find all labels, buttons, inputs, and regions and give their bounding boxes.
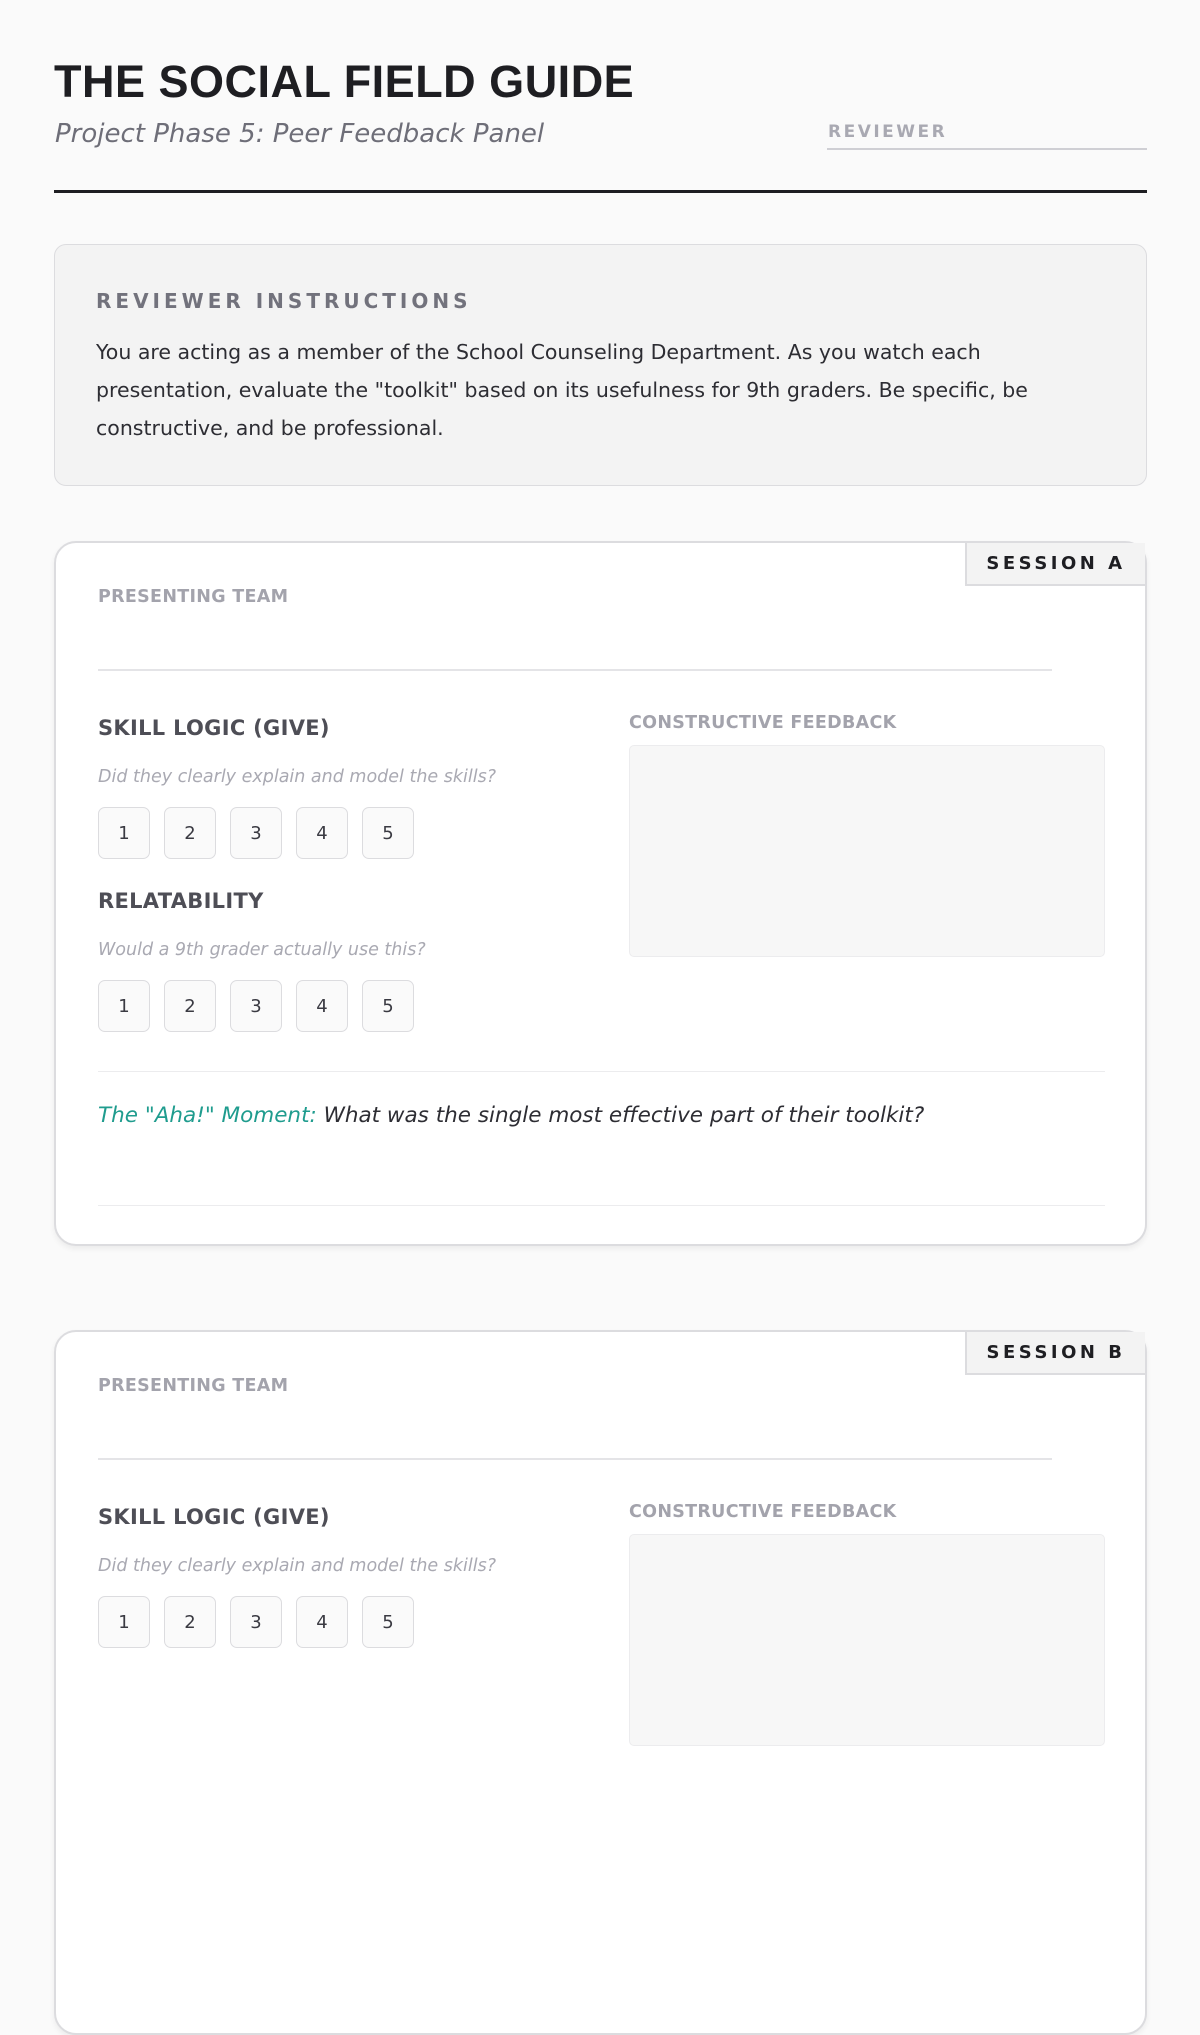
page-subtitle: Project Phase 5: Peer Feedback Panel	[55, 119, 545, 149]
constructive-feedback-textarea[interactable]	[629, 1534, 1105, 1746]
instructions-heading: REVIEWER INSTRUCTIONS	[96, 289, 472, 313]
relatability-title: RELATABILITY	[98, 889, 264, 913]
presenting-team-label: PRESENTING TEAM	[98, 587, 289, 607]
presenting-team-label: PRESENTING TEAM	[98, 1376, 289, 1396]
reviewer-name-field[interactable]	[827, 120, 1147, 150]
skill-logic-question: Did they clearly explain and model the skills?	[98, 1556, 496, 1576]
skill-logic-title: SKILL LOGIC (GIVE)	[98, 716, 330, 740]
constructive-feedback-textarea[interactable]	[629, 745, 1105, 957]
relatability-rating-1[interactable]: 1	[98, 980, 150, 1032]
reviewer-instructions-panel	[54, 244, 1147, 486]
skill-logic-question: Did they clearly explain and model the skills?	[98, 767, 496, 787]
skill-logic-rating-4[interactable]: 4	[296, 1596, 348, 1648]
constructive-feedback-label: CONSTRUCTIVE FEEDBACK	[629, 713, 897, 733]
aha-moment-label: The "Aha!" Moment:	[98, 1103, 317, 1128]
skill-logic-rating	[98, 807, 414, 859]
presenting-team-input[interactable]	[98, 1458, 1052, 1460]
skill-logic-rating	[98, 1596, 414, 1648]
instructions-body: You are acting as a member of the School Counseling Department. As you watch each presentation, evaluate the "toolkit" based on its usefulness for 9th graders. Be specific, be constructive, and be professional.	[96, 340, 1028, 440]
divider	[98, 1071, 1105, 1072]
skill-logic-rating-3[interactable]: 3	[230, 1596, 282, 1648]
skill-logic-rating-5[interactable]: 5	[362, 1596, 414, 1648]
reviewer-label: REVIEWER	[828, 122, 948, 142]
skill-logic-rating-3[interactable]: 3	[230, 807, 282, 859]
page-header	[54, 56, 1147, 193]
relatability-rating-5[interactable]: 5	[362, 980, 414, 1032]
relatability-question: Would a 9th grader actually use this?	[98, 940, 426, 960]
page-title: THE SOCIAL FIELD GUIDE	[54, 56, 635, 107]
skill-logic-rating-5[interactable]: 5	[362, 807, 414, 859]
skill-logic-rating-2[interactable]: 2	[164, 807, 216, 859]
session-b-tab: SESSION B	[965, 1332, 1145, 1375]
relatability-rating-3[interactable]: 3	[230, 980, 282, 1032]
relatability-rating-2[interactable]: 2	[164, 980, 216, 1032]
aha-moment-question: What was the single most effective part of their toolkit?	[323, 1103, 925, 1128]
session-a-tab: SESSION A	[965, 543, 1145, 586]
relatability-rating	[98, 980, 414, 1032]
constructive-feedback-label: CONSTRUCTIVE FEEDBACK	[629, 1502, 897, 1522]
presenting-team-input[interactable]	[98, 669, 1052, 671]
session-a-card	[54, 541, 1147, 1246]
skill-logic-rating-2[interactable]: 2	[164, 1596, 216, 1648]
aha-moment-answer-line[interactable]	[98, 1205, 1105, 1206]
session-b-card	[54, 1330, 1147, 2035]
skill-logic-rating-1[interactable]: 1	[98, 1596, 150, 1648]
skill-logic-rating-4[interactable]: 4	[296, 807, 348, 859]
skill-logic-title: SKILL LOGIC (GIVE)	[98, 1505, 330, 1529]
skill-logic-rating-1[interactable]: 1	[98, 807, 150, 859]
relatability-rating-4[interactable]: 4	[296, 980, 348, 1032]
aha-moment-prompt	[98, 1103, 924, 1128]
